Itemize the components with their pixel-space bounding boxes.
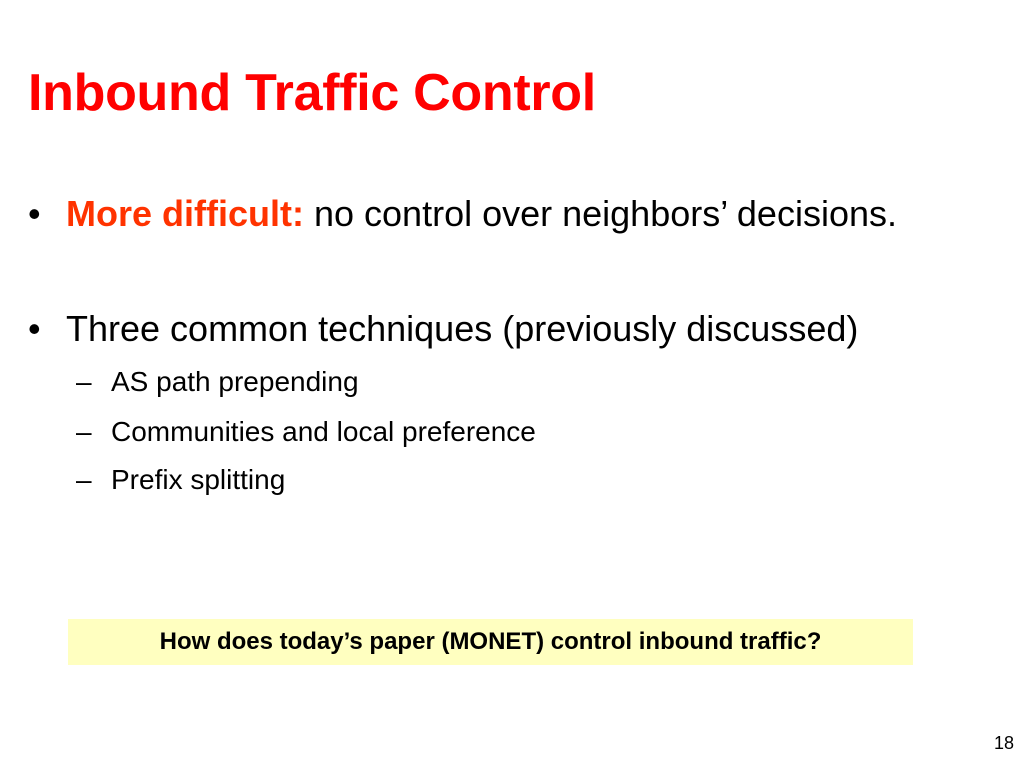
sub-bullet-text: AS path prepending <box>111 366 359 397</box>
bullet-lead-term: More difficult: <box>66 193 304 234</box>
sub-bullet-item <box>0 463 1024 499</box>
sub-bullet-text: Communities and local preference <box>111 416 536 447</box>
bullet-body: no control over neighbors’ decisions. <box>303 193 897 234</box>
sub-bullet-text: Prefix splitting <box>111 464 286 495</box>
bullet-body: Three common techniques (previously discussed) <box>66 308 859 349</box>
bullet-item <box>0 192 1024 238</box>
bullet-text <box>66 192 897 235</box>
discussion-question-callout <box>68 619 913 665</box>
sub-bullet-item <box>0 365 1024 401</box>
callout-text: How does today’s paper (MONET) control inbound traffic? <box>159 628 822 655</box>
sub-bullet-marker: – <box>76 416 92 447</box>
bullet-text <box>66 307 858 350</box>
slide-title: Inbound Traffic Control <box>28 64 596 122</box>
bullet-marker: • <box>28 193 41 234</box>
page-number: 18 <box>993 733 1014 753</box>
bullet-marker: • <box>28 308 41 349</box>
bullet-item <box>0 307 1024 353</box>
sub-bullet-marker: – <box>76 366 92 397</box>
sub-bullet-marker: – <box>76 464 92 495</box>
sub-bullet-item <box>0 415 1024 451</box>
